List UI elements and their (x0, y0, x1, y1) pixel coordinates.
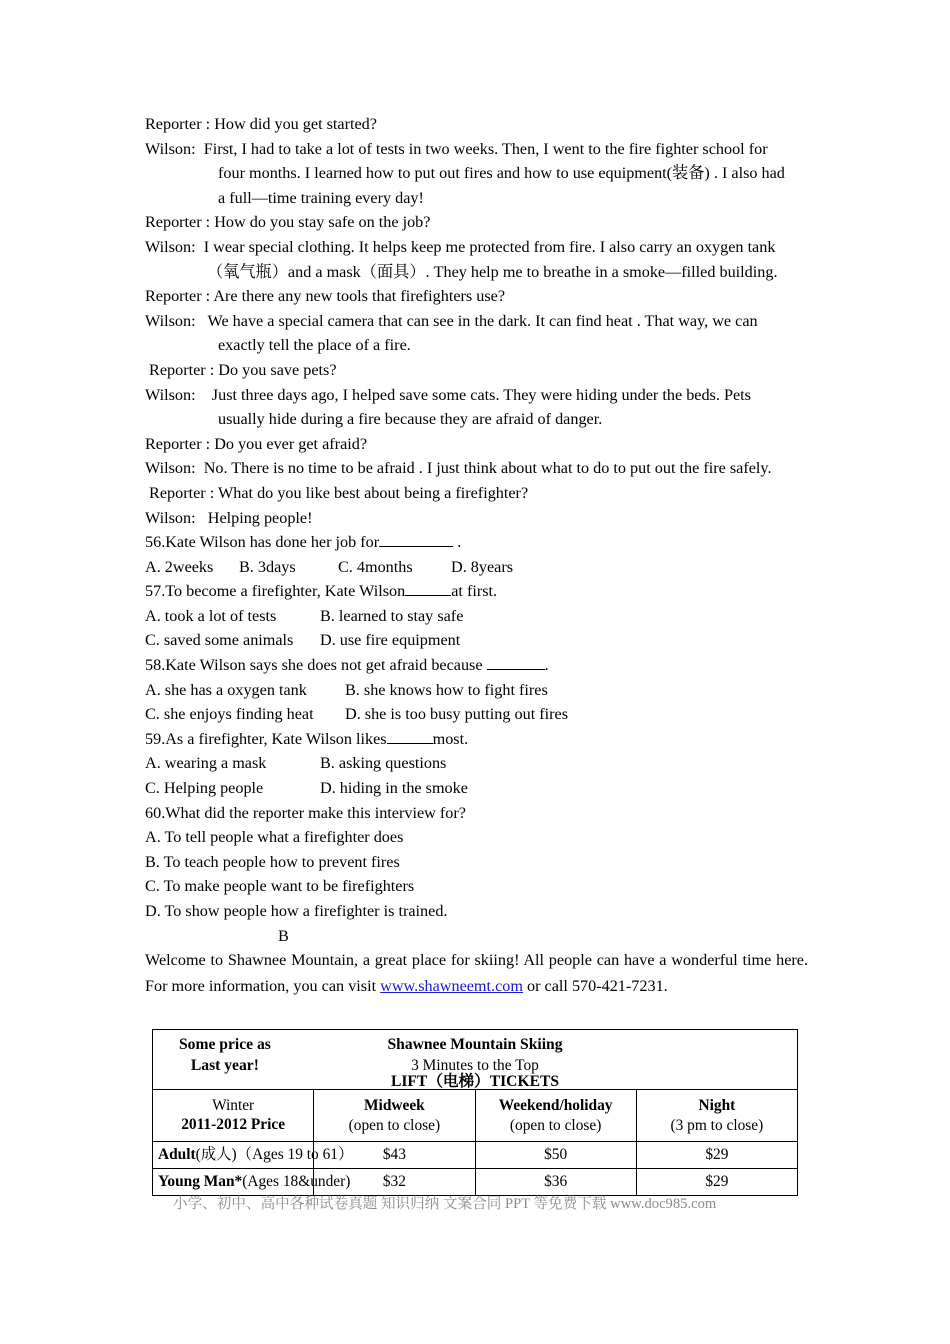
transcript-line: usually hide during a fire because they are afraid of danger. (218, 410, 603, 429)
option-c[interactable]: C. To make people want to be firefighters (145, 877, 415, 896)
transcript-line: Reporter : How do you stay safe on the job? (145, 213, 431, 232)
question-stem-tail: . (544, 656, 549, 675)
question-stem-text: 57.To become a firefighter, Kate Wilson (145, 582, 406, 601)
option-a[interactable]: A. she has a oxygen tank (145, 680, 307, 699)
question-options (145, 751, 810, 776)
promo-line-1: Some price as (179, 1036, 271, 1053)
table-title-block (153, 1035, 797, 1076)
column-header-weekend-top: Weekend/holiday (498, 1096, 613, 1114)
question-stem-tail: most. (432, 729, 469, 748)
price-adult-night: $29 (636, 1142, 797, 1169)
row-label-young-man-bold: Young Man* (158, 1172, 243, 1190)
interview-transcript (145, 112, 810, 530)
column-header-night-bottom: (3 pm to close) (670, 1116, 764, 1134)
question-stem-text: 58.Kate Wilson says she does not get afraid because (145, 656, 487, 675)
table-header-banner-row (153, 1030, 798, 1090)
question-60 (145, 801, 810, 924)
table-subtitle: 3 Minutes to the Top (411, 1056, 539, 1074)
intro-text-part1: Welcome to Shawnee Mountain, a great place for skiing! All people can have a wonderful time here. For more information, you can visit (145, 951, 808, 995)
question-stem (145, 530, 810, 555)
option-c[interactable]: C. 4months (338, 557, 413, 576)
answer-blank[interactable] (387, 743, 433, 744)
option-b[interactable]: B. asking questions (320, 754, 447, 773)
option-d[interactable]: D. To show people how a firefighter is trained. (145, 902, 448, 920)
column-header-night (636, 1090, 797, 1142)
question-59 (145, 727, 810, 801)
column-header-winter-top: Winter (212, 1096, 255, 1114)
table-banner-cell (153, 1030, 798, 1090)
question-stem-text: 59.As a firefighter, Kate Wilson likes (145, 729, 387, 748)
lift-ticket-price-table-wrapper (152, 1029, 798, 1196)
question-options (145, 555, 810, 580)
question-stem-text: 56.Kate Wilson has done her job for (145, 533, 380, 552)
question-58 (145, 653, 810, 727)
option-c[interactable]: C. she enjoys finding heat (145, 705, 314, 724)
column-header-weekend (475, 1090, 636, 1142)
question-56 (145, 530, 810, 579)
section-b-intro (145, 948, 808, 999)
transcript-line: Wilson: Just three days ago, I helped save some cats. They were hiding under the beds. Pets (145, 385, 751, 404)
lift-ticket-price-table (152, 1029, 798, 1196)
option-c[interactable]: C. Helping people (145, 779, 264, 798)
option-d[interactable]: D. hiding in the smoke (320, 779, 468, 798)
option-a[interactable]: A. took a lot of tests (145, 606, 277, 625)
price-adult-midweek: $43 (314, 1142, 475, 1169)
option-d[interactable]: D. 8years (451, 557, 514, 576)
answer-blank[interactable] (487, 669, 545, 670)
table-title: Shawnee Mountain Skiing (387, 1036, 563, 1053)
transcript-line: Reporter : How did you get started? (145, 115, 377, 133)
option-b[interactable]: B. 3days (239, 557, 296, 576)
option-c[interactable]: C. saved some animals (145, 631, 294, 650)
option-b[interactable]: B. she knows how to fight fires (345, 680, 548, 699)
column-header-midweek (314, 1090, 475, 1142)
promo-line-2: Last year! (190, 1056, 259, 1074)
column-header-winter-bottom: 2011-2012 Price (181, 1115, 286, 1133)
price-young-man-weekend: $36 (475, 1169, 636, 1196)
question-stem-tail: . (453, 533, 462, 552)
column-header-midweek-top: Midweek (364, 1096, 425, 1114)
column-header-winter (153, 1090, 314, 1142)
question-options (145, 776, 810, 801)
row-label-young-man-rest: (Ages 18&under) (242, 1172, 351, 1190)
price-adult-weekend: $50 (475, 1142, 636, 1169)
row-label-adult-rest: (成人)（Ages 19 to 61） (195, 1145, 354, 1163)
transcript-line: a full—time training every day! (218, 188, 424, 207)
question-options (145, 678, 810, 703)
question-57 (145, 579, 810, 653)
transcript-line: Reporter : Do you ever get afraid? (145, 434, 368, 453)
transcript-line: Wilson: We have a special camera that can see in the dark. It can find heat . That way, we can (145, 311, 758, 330)
question-options (145, 702, 810, 727)
transcript-line: Wilson: First, I had to take a lot of tests in two weeks. Then, I went to the fire fighter school for (145, 139, 768, 158)
transcript-line: Reporter : Are there any new tools that firefighters use? (145, 287, 506, 306)
transcript-line: Wilson: No. There is no time to be afraid . I just think about what to do to put out the fire safely. (145, 459, 772, 478)
row-label-adult (153, 1142, 354, 1169)
question-options (145, 604, 810, 629)
question-options (145, 628, 810, 653)
price-young-man-midweek: $32 (314, 1169, 475, 1196)
option-a[interactable]: A. wearing a mask (145, 754, 267, 773)
price-young-man-night: $29 (636, 1169, 797, 1196)
option-d[interactable]: D. she is too busy putting out fires (345, 705, 569, 724)
question-stem (145, 653, 810, 678)
transcript-line: Reporter : Do you save pets? (145, 360, 337, 379)
column-header-midweek-bottom: (open to close) (348, 1116, 441, 1134)
row-label-adult-bold: Adult (158, 1145, 196, 1163)
section-b-label: B (278, 926, 289, 945)
column-header-weekend-bottom: (open to close) (509, 1116, 602, 1134)
transcript-line: four months. I learned how to put out fires and how to use equipment(装备) . I also had (218, 164, 785, 183)
transcript-line: Wilson: I wear special clothing. It helps keep me protected from fire. I also carry an oxygen tank (145, 237, 776, 256)
answer-blank[interactable] (405, 595, 451, 596)
page-footer: 小学、初中、高中各种试卷真题 知识归纳 文案合同 PPT 等免费下载 www.doc985.com (173, 1196, 717, 1212)
transcript-line: Wilson: Helping people! (145, 508, 313, 527)
lift-tickets-label: LIFT（电梯）TICKETS (390, 1073, 560, 1090)
answer-blank[interactable] (379, 546, 453, 547)
shawneemt-link[interactable]: www.shawneemt.com (380, 976, 523, 995)
transcript-line: exactly tell the place of a fire. (218, 336, 411, 355)
table-column-header-row (153, 1090, 798, 1142)
option-b[interactable]: B. To teach people how to prevent fires (145, 852, 400, 871)
table-row (153, 1142, 798, 1169)
document-body (145, 112, 810, 999)
question-stem (145, 727, 810, 752)
transcript-line: Reporter : What do you like best about being a firefighter? (145, 483, 529, 502)
question-stem: 60.What did the reporter make this interview for? (145, 803, 466, 822)
option-d[interactable]: D. use fire equipment (320, 631, 461, 650)
option-a[interactable]: A. To tell people what a firefighter does (145, 828, 404, 847)
option-a[interactable]: A. 2weeks (145, 557, 214, 576)
column-header-night-top: Night (698, 1096, 736, 1114)
question-stem (145, 579, 810, 604)
intro-text-part2: or call 570-421-7231. (522, 976, 668, 995)
question-stem-tail: at first. (451, 582, 498, 601)
transcript-line: （氧气瓶）and a mask（面具）. They help me to breathe in a smoke—filled building. (207, 262, 778, 281)
option-b[interactable]: B. learned to stay safe (320, 606, 464, 625)
